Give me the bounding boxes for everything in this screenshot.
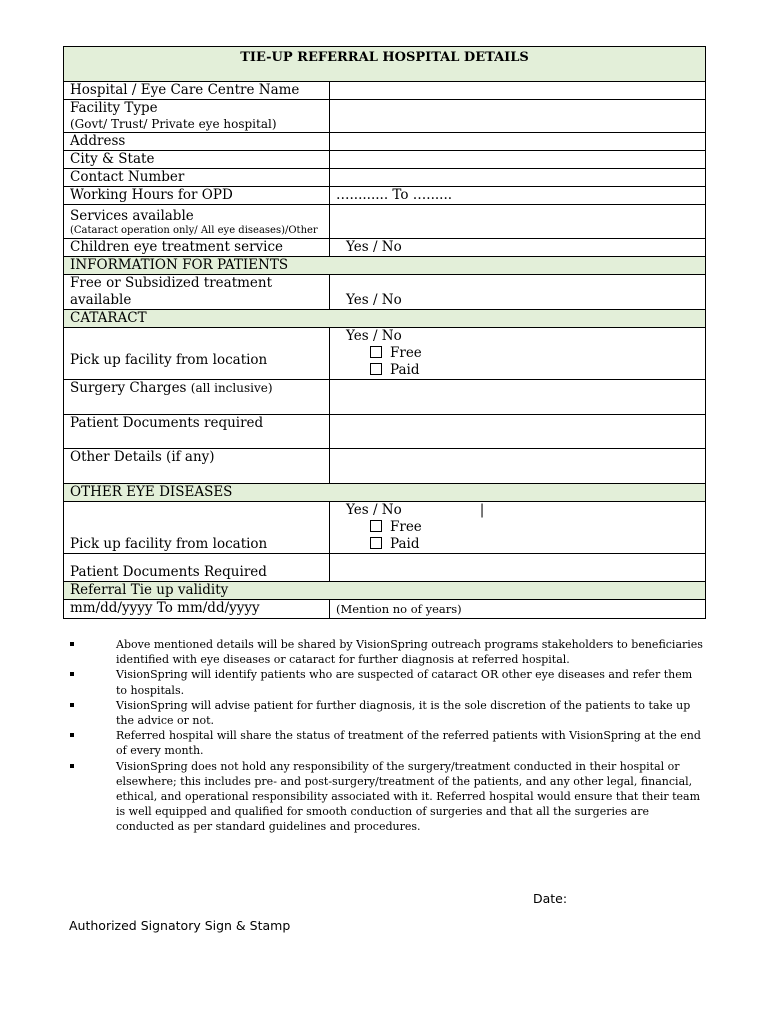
section-other-heading: OTHER EYE DISEASES — [64, 484, 706, 502]
city-state-field[interactable] — [330, 151, 706, 169]
bullet-square-icon — [70, 733, 74, 737]
cataract-pickup-yes-no: Yes / No — [346, 328, 402, 344]
cataract-documents-field[interactable] — [330, 415, 706, 449]
form-title: TIE-UP REFERRAL HOSPITAL DETAILS — [64, 47, 706, 82]
surgery-charges-field[interactable] — [330, 380, 706, 415]
terms-item — [68, 637, 704, 667]
terms-item-text: VisionSpring will advise patient for further diagnosis, it is the sole discretion of the patients to take up the advice or not. — [116, 698, 691, 728]
signatory-label: Authorized Signatory Sign & Stamp — [69, 918, 291, 933]
validity-dates[interactable]: mm/dd/yyyy To mm/dd/yyyy — [64, 600, 330, 619]
other-option-free[interactable] — [346, 519, 699, 536]
children-service-field[interactable] — [330, 239, 706, 257]
section-validity-heading: Referral Tie up validity — [64, 582, 706, 600]
bullet-square-icon — [70, 703, 74, 707]
services-label: Services available — [70, 208, 194, 224]
other-details-field[interactable] — [330, 449, 706, 484]
checkbox-paid-icon[interactable] — [370, 363, 382, 375]
other-pickup-yes-no: Yes / No — [346, 502, 402, 518]
terms-item — [68, 667, 704, 697]
working-hours-value: …......... To …...... — [336, 187, 453, 203]
free-treatment-yes-no: Yes / No — [346, 292, 402, 308]
working-hours-field[interactable] — [330, 187, 706, 205]
services-note: (Cataract operation only/ All eye diseases)/Other — [70, 225, 318, 236]
other-option-free-label: Free — [390, 519, 422, 535]
free-treatment-label-line2: available — [70, 292, 132, 308]
terms-item-text: VisionSpring will identify patients who are suspected of cataract OR other eye diseases and refer them to hospitals. — [116, 668, 693, 697]
hospital-name-field[interactable] — [330, 82, 706, 100]
checkbox-free-icon[interactable] — [370, 346, 382, 358]
terms-item-text: Referred hospital will share the status of treatment of the referred patients with VisionSpring at the end of every month. — [116, 729, 701, 758]
section-other-row — [64, 484, 706, 502]
free-treatment-field[interactable] — [330, 275, 706, 310]
section-patients-heading: INFORMATION FOR PATIENTS — [64, 257, 706, 275]
other-details-label: Other Details (if any) — [64, 449, 330, 484]
bullet-square-icon — [70, 672, 74, 676]
surgery-charges-cell — [64, 380, 330, 415]
children-service-label: Children eye treatment service — [64, 239, 330, 257]
terms-item — [68, 759, 704, 835]
cataract-pickup-field[interactable] — [330, 328, 706, 380]
contact-number-label: Contact Number — [64, 169, 330, 187]
services-field[interactable] — [330, 205, 706, 239]
surgery-charges-label: Surgery Charges — [70, 380, 187, 396]
date-label: Date: — [533, 891, 568, 906]
section-cataract-row — [64, 310, 706, 328]
other-pickup-label: Pick up facility from location — [64, 502, 330, 554]
hospital-name-label: Hospital / Eye Care Centre Name — [64, 82, 330, 100]
other-option-paid-label: Paid — [390, 536, 420, 552]
cataract-option-free-label: Free — [390, 345, 422, 361]
bullet-square-icon — [70, 764, 74, 768]
terms-list — [68, 637, 704, 835]
cataract-documents-label: Patient Documents required — [64, 415, 330, 449]
terms-item-text: VisionSpring does not hold any responsibility of the surgery/treatment conducted in their hospital or elsewhere; this includes pre- and post-surgery/treatment of the patients, and any other legal, financial, ethical, and operational responsibility associated with it. Referred hospital would ensure that their team is well equipped and qualified for smooth conduction of surgeries and that all the surgeries are conducted as per standard guidelines and procedures. — [116, 759, 701, 834]
checkbox-paid-icon[interactable] — [370, 537, 382, 549]
checkbox-free-icon[interactable] — [370, 520, 382, 532]
cataract-option-free[interactable] — [346, 345, 699, 362]
free-treatment-label-line1: Free or Subsidized treatment — [70, 275, 273, 291]
other-pickup-yes-no-line — [346, 502, 699, 519]
facility-type-field[interactable] — [330, 100, 706, 133]
address-field[interactable] — [330, 133, 706, 151]
working-hours-label: Working Hours for OPD — [64, 187, 330, 205]
section-patients-row — [64, 257, 706, 275]
other-documents-label: Patient Documents Required — [64, 554, 330, 582]
city-state-label: City & State — [64, 151, 330, 169]
other-pickup-field[interactable] — [330, 502, 706, 554]
other-option-paid[interactable] — [346, 536, 699, 553]
terms-item — [68, 698, 704, 728]
free-treatment-cell — [64, 275, 330, 310]
section-cataract-heading: CATARACT — [64, 310, 706, 328]
form-title-row — [64, 47, 706, 82]
facility-type-cell — [64, 100, 330, 133]
referral-form-table — [63, 46, 706, 619]
facility-type-label: Facility Type — [70, 100, 158, 116]
cataract-pickup-label: Pick up facility from location — [64, 328, 330, 380]
section-validity-row — [64, 582, 706, 600]
terms-item-text: Above mentioned details will be shared by VisionSpring outreach programs stakeholders to beneficiaries identified with eye diseases or cataract for further diagnosis at referred hospital. — [116, 638, 703, 667]
cataract-option-paid[interactable] — [346, 362, 699, 379]
surgery-charges-note: (all inclusive) — [190, 381, 273, 395]
text-cursor-mark: | — [479, 502, 485, 518]
services-cell — [64, 205, 330, 239]
other-documents-field[interactable] — [330, 554, 706, 582]
children-service-yes-no: Yes / No — [346, 239, 402, 255]
facility-type-note: (Govt/ Trust/ Private eye hospital) — [70, 117, 277, 131]
cataract-option-paid-label: Paid — [390, 362, 420, 378]
validity-note: (Mention no of years) — [330, 600, 706, 619]
contact-number-field[interactable] — [330, 169, 706, 187]
address-label: Address — [64, 133, 330, 151]
bullet-square-icon — [70, 642, 74, 646]
terms-item — [68, 728, 704, 758]
